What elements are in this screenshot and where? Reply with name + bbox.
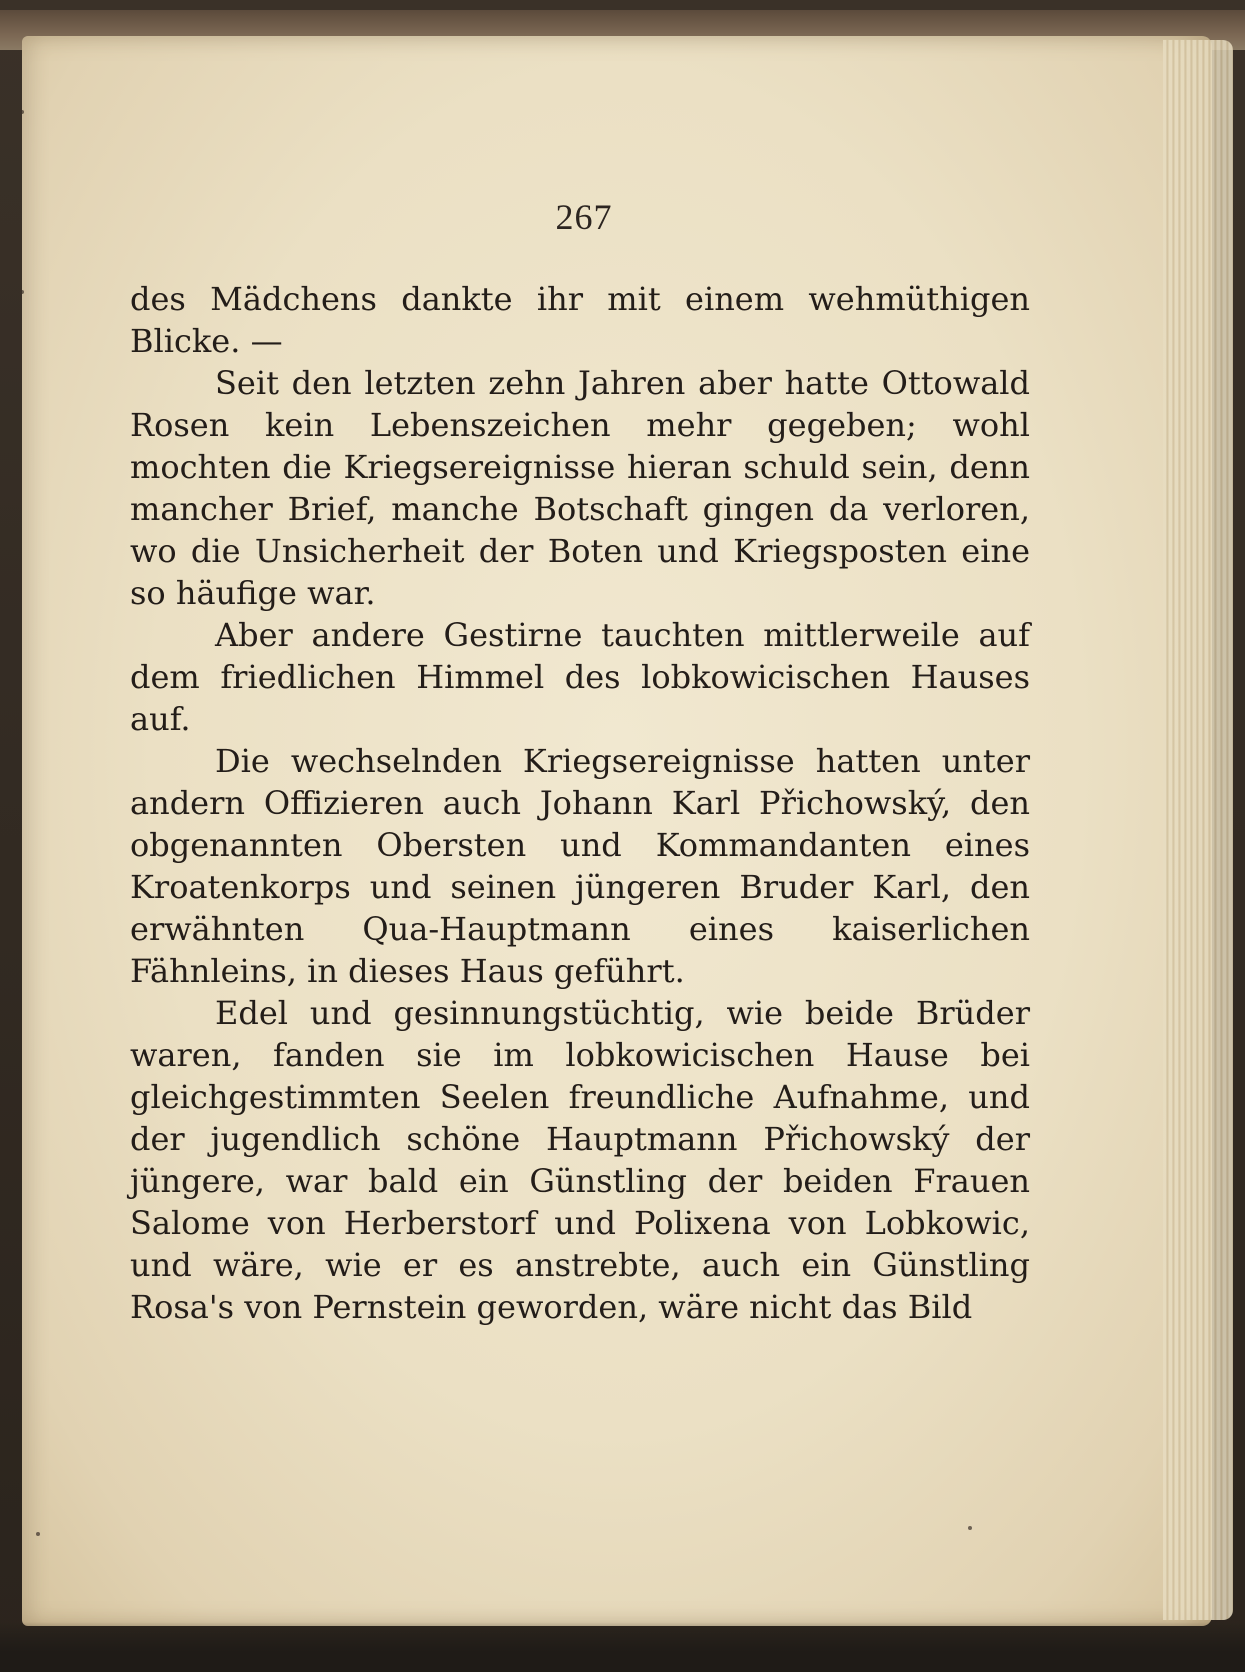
paragraph-3: Aber andere Gestirne tauchten mittlerweile auf dem friedlichen Himmel des lobkowicischen Hauses auf. [130,616,1030,738]
paragraph-1: des Mädchens dankte ihr mit einem wehmüthigen Blicke. — [130,280,1030,360]
paragraph-4: Die wechselnden Kriegsereignisse hatten unter andern Offizieren auch Johann Karl Přichowský, den obgenannten Obersten und Kommandanten eines Kroatenkorps und seinen jüngeren Bruder Karl, den erwähnten Qua-Hauptmann eines kaiserlichen Fähnleins, in dieses Haus geführt. [130,742,1030,990]
page-stack-edges [1163,40,1233,1620]
body-text [130,278,1030,1328]
paragraph-5: Edel und gesinnungstüchtig, wie beide Brüder waren, fanden sie im lobkowicischen Hause bei gleichgestimmten Seelen freundliche Aufnahme, und der jugendlich schöne Hauptmann Přichowský der jüngere, war bald ein Günstling der beiden Frauen Salome von Herberstorf und Polixena von Lobkowic, und wäre, wie er es anstrebte, auch ein Günstling Rosa's von Pernstein geworden, wäre nicht das Bild [130,994,1030,1326]
bottom-shadow [0,1622,1245,1672]
page-number: 267 [555,197,613,237]
paragraph-2: Seit den letzten zehn Jahren aber hatte Ottowald Rosen kein Lebenszeichen mehr gegeben; wohl mochten die Kriegsereignisse hieran schuld sein, denn mancher Brief, manche Botschaft gingen da verloren, wo die Unsicherheit der Boten und Kriegsposten eine so häufige war. [130,364,1030,612]
